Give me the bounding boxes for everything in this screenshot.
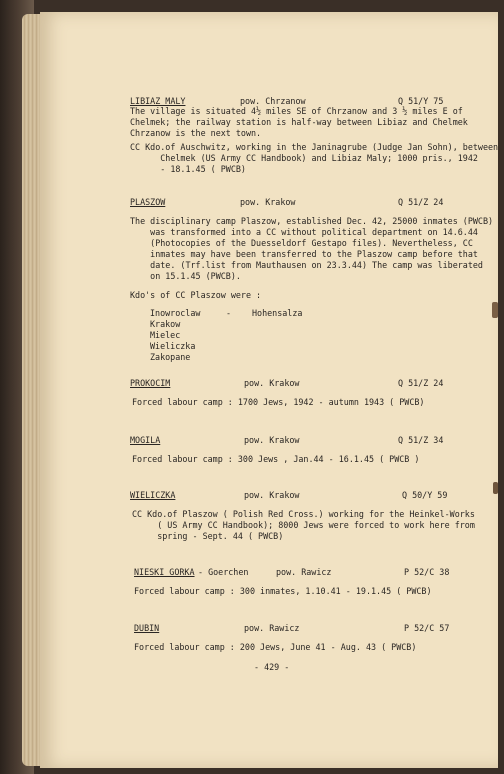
entry-district: pow. Rawicz xyxy=(244,623,300,633)
entry-text-line: The disciplinary camp Plaszow, established Dec. 42, 25000 inmates (PWCB) xyxy=(130,216,494,226)
entry-name: PROKOCIM xyxy=(130,378,171,388)
kdo-list-title: Kdo's of CC Plaszow were : xyxy=(130,290,262,300)
kdo-note: Hohensalza xyxy=(252,308,303,318)
entry-district: pow. Krakow xyxy=(244,435,300,445)
entry-text-line: ( US Army CC Handbook); 8000 Jews were forced to work here from xyxy=(132,520,475,530)
entry-text-line: Chelmek; the railway station is half-way between Libiaz and Chelmek xyxy=(130,117,468,127)
entry-text-line: Forced labour camp : 200 Jews, June 41 - Aug. 43 ( PWCB) xyxy=(134,642,417,652)
kdo-list-item: Zakopane xyxy=(150,352,191,362)
entry-text-line: Forced labour camp : 1700 Jews, 1942 - autumn 1943 ( PWCB) xyxy=(132,397,425,407)
entry-district: pow. Rawicz xyxy=(276,567,332,577)
page-clip-lower xyxy=(493,482,498,494)
entry-name: WIELICZKA xyxy=(130,490,176,500)
kdo-list-item: Krakow xyxy=(150,319,181,329)
entry-ref: Q 51/Y 75 xyxy=(398,96,444,106)
kdo-list-item: Inowroclaw xyxy=(150,308,201,318)
entry-ref: Q 51/Z 34 xyxy=(398,435,444,445)
entry-text-line: (Photocopies of the Duesseldorf Gestapo files). Nevertheless, CC xyxy=(130,238,473,248)
entry-ref: P 52/C 57 xyxy=(404,623,450,633)
entry-district: pow. Chrzanow xyxy=(240,96,306,106)
entry-text-line: Forced labour camp : 300 inmates, 1.10.41 - 19.1.45 ( PWCB) xyxy=(134,586,432,596)
page-clip xyxy=(492,302,498,318)
entry-ref: Q 50/Y 59 xyxy=(402,490,448,500)
entry-text-line: inmates may have been transferred to the Plaszow camp before that xyxy=(130,249,478,259)
entry-text-line: Chelmek (US Army CC Handbook) and Libiaz Maly; 1000 pris., 1942 xyxy=(130,153,478,163)
entry-ref: Q 51/Z 24 xyxy=(398,378,444,388)
entry-name-suffix: - Goerchen xyxy=(198,567,249,577)
entry-name: PLASZOW xyxy=(130,197,166,207)
kdo-list-item: Mielec xyxy=(150,330,181,340)
entry-name: LIBIAZ MALY xyxy=(130,96,186,106)
entry-text-line: spring - Sept. 44 ( PWCB) xyxy=(132,531,284,541)
entry-district: pow. Krakow xyxy=(244,378,300,388)
entry-name: DUBIN xyxy=(134,623,160,633)
entry-ref: Q 51/Z 24 xyxy=(398,197,444,207)
entry-text-line: Forced labour camp : 300 Jews , Jan.44 - 16.1.45 ( PWCB ) xyxy=(132,454,420,464)
entry-name: MOGILA xyxy=(130,435,161,445)
entry-name: NIESKI GORKA xyxy=(134,567,195,577)
entry-text-line: date. (Trf.list from Mauthausen on 23.3.44) The camp was liberated xyxy=(130,260,483,270)
entry-text-line: was transformed into a CC without political department on 14.6.44 xyxy=(130,227,478,237)
kdo-list-item: Wieliczka xyxy=(150,341,196,351)
entry-ref: P 52/C 38 xyxy=(404,567,450,577)
entry-text-line: on 15.1.45 (PWCB). xyxy=(130,271,241,281)
entry-text-line: CC Kdo.of Auschwitz, working in the Janinagrube (Judge Jan Sohn), between xyxy=(130,142,499,152)
entry-district: pow. Krakow xyxy=(244,490,300,500)
entry-text-line: Chrzanow is the next town. xyxy=(130,128,262,138)
page-number: - 429 - xyxy=(254,662,290,672)
document-page xyxy=(40,12,498,768)
entry-text-line: CC Kdo.of Plaszow ( Polish Red Cross.) working for the Heinkel-Works xyxy=(132,509,475,519)
entry-district: pow. Krakow xyxy=(240,197,296,207)
kdo-dash: - xyxy=(226,308,232,318)
entry-text-line: - 18.1.45 ( PWCB) xyxy=(130,164,246,174)
entry-text-line: The village is situated 4½ miles SE of Chrzanow and 3 ½ miles E of xyxy=(130,106,463,116)
